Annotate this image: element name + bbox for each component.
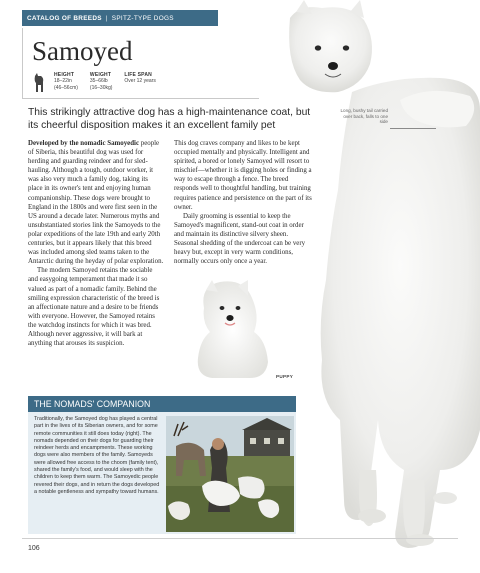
subsection-name: SPITZ-TYPE DOGS (111, 14, 174, 22)
nomads-photo (166, 416, 294, 532)
height-value-metric: (46–56cm) (54, 85, 78, 91)
body-column-2 (174, 139, 312, 266)
feature-box-title: THE NOMADS' COMPANION (28, 396, 296, 412)
weight-label: WEIGHT (89, 72, 112, 78)
paragraph-text: people of Siberia, this beautiful dog was used for herding and guarding reindeer and for sled-hauling. Although a tough, outdoor worker, it was also very much a family dog, taking its place in its owner's tent and enjoying human companionship. These dogs were brought to England in the 1800s and were first seen in the US around a decade later. Numerous myths and unsubstantiated stories link the Samoyeds to the polar expeditions of the late 19th and early 20th centuries, but it appears likely that this breed was included among sled teams taken to the Antarctic during the heyday of polar exploration. (28, 140, 164, 266)
weight-value-metric: (16–30kg) (89, 85, 113, 91)
height-value-imperial: 18–22in (54, 78, 72, 84)
breed-title: Samoyed (32, 36, 133, 66)
header-separator: | (105, 14, 108, 22)
page-number: 106 (28, 545, 40, 552)
stat-weight (90, 72, 113, 94)
paragraph: The modern Samoyed retains the sociable and easygoing temperament that made it so valued as part of a nomadic family. Behind the smiling expression characteristic of the breed is an affectionate nature and a desire to be friends with everyone. However, the Samoyed retains the watchdog instincts for which it was bred. Although never aggressive, it will bark at anything that arouses its suspicion. (28, 267, 160, 348)
caption-leader-line (390, 128, 436, 129)
lifespan-label: LIFE SPAN (124, 72, 152, 78)
size-silhouette-icon (32, 72, 46, 94)
headline: This strikingly attractive dog has a high-maintenance coat, but its cheerful disposition makes it an excellent family pet (28, 107, 311, 131)
samoyed-puppy-image (190, 280, 278, 380)
section-header-tab (22, 10, 218, 26)
footer-rule (22, 538, 458, 539)
paragraph: This dog craves company and likes to be kept occupied mentally and physically. Intelligent and spirited, a bored or lonely Samoyed will resort to mischief—whether it is digging holes or finding a way to escape through a fence. The breed responds well to thoughtful handling, but training requires patience and persistence on the part of its owner. (174, 140, 312, 211)
lead-in: Developed by the nomadic Samoyedic (28, 140, 140, 147)
tail-caption: Long, bushy tail carried over back, falls to one side (340, 108, 388, 125)
body-column-1 (28, 139, 164, 348)
height-label: HEIGHT (54, 72, 75, 78)
paragraph: Daily grooming is essential to keep the Samoyed's magnificent, stand-out coat in order and maintain its distinctive silvery sheen. Seasonal shedding of the undercoat can be very heavy but, except in very warm conditions, normally occurs only once a year. (174, 212, 306, 266)
puppy-label: PUPPY (276, 374, 294, 379)
paragraph (28, 139, 164, 266)
breed-stats (32, 72, 168, 94)
weight-value-imperial: 35–66lb (89, 78, 108, 84)
lifespan-value: Over 12 years (124, 78, 156, 84)
section-name: CATALOG OF BREEDS (27, 14, 102, 22)
stat-height (54, 72, 78, 94)
stat-lifespan (124, 72, 155, 94)
feature-box-text: Traditionally, the Samoyed dog has played a central part in the lives of its Siberian owners, and for some remote communities it still does today (right). The nomads depended on their dogs for guarding their reindeer herds and encampments. These working dogs were also members of the family. Samoyeds were allowed free access to the choom (family tent), shared the family's food, and would sleep with the children to keep them warm. The Samoyedic people revered their dogs, and in return the dogs developed a notable gentleness and sympathy toward humans. (34, 416, 160, 495)
